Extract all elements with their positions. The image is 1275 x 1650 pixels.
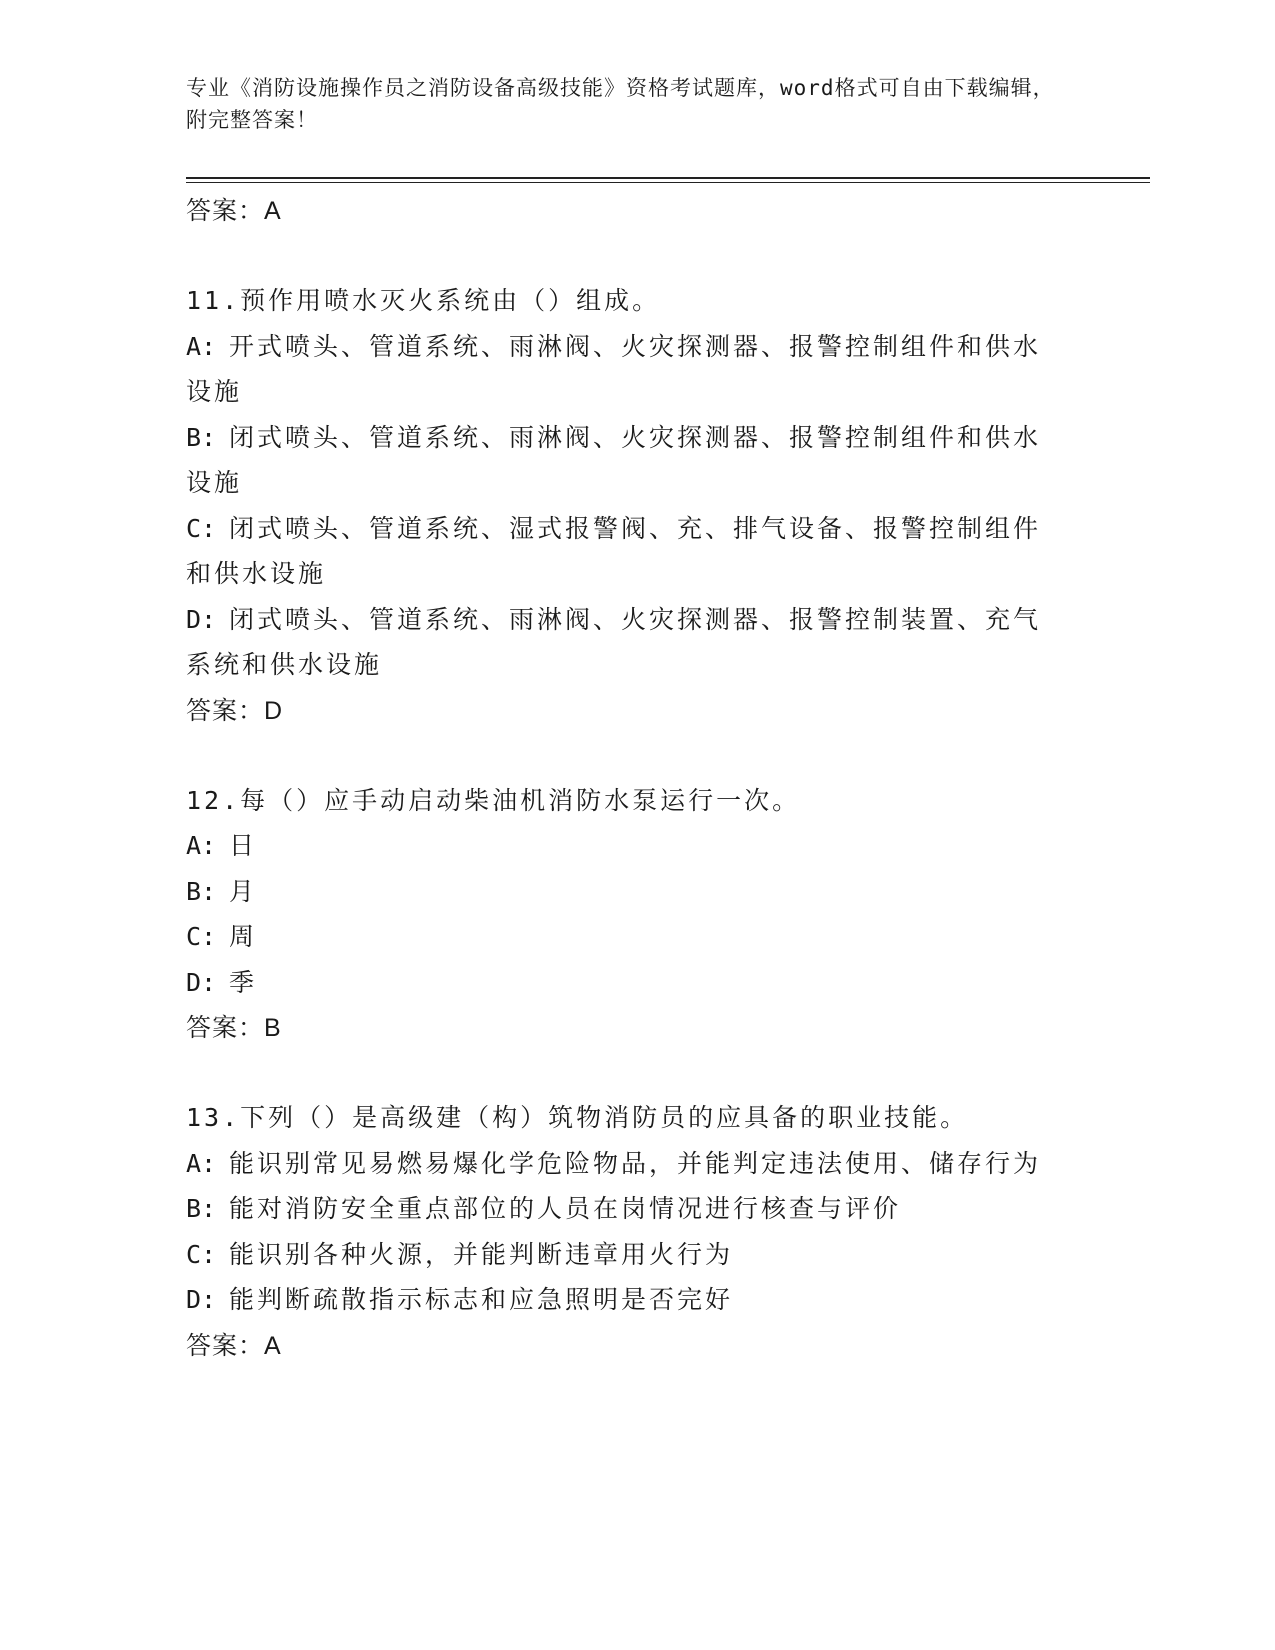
option-text: 能判断疏散指示标志和应急照明是否完好 [229,1285,734,1314]
option-label: A: [186,331,217,361]
answer-line: 答案：A [186,197,282,225]
option-c [186,506,1066,597]
option-text: 闭式喷头、管道系统、雨淋阀、火灾探测器、报警控制组件和供水设施 [186,422,1042,497]
option-text: 月 [229,876,258,906]
option-text: 日 [229,831,258,860]
question-body [186,188,1066,1369]
header-rule-thick [186,177,1150,179]
option-a [186,823,1066,869]
option-b [186,869,1066,915]
answer-line: 答案：D [186,696,284,725]
option-d [186,1277,1066,1323]
option-label: D: [186,604,217,634]
option-text: 周 [229,922,258,951]
option-text: 能对消防安全重点部位的人员在岗情况进行核查与评价 [229,1194,902,1223]
answer-line: 答案：A [186,1331,282,1360]
option-text: 闭式喷头、管道系统、湿式报警阀、充、排气设备、报警控制组件和供水设施 [186,513,1042,588]
option-a [186,324,1066,415]
option-label: C: [186,513,217,543]
header-rule-thin [186,182,1150,183]
option-label: D: [186,967,217,997]
question-stem: 13.下列（）是高级建（构）筑物消防员的应具备的职业技能。 [186,1103,969,1132]
option-label: C: [186,1239,217,1269]
option-b [186,1186,1066,1232]
option-text: 开式喷头、管道系统、雨淋阀、火灾探测器、报警控制组件和供水设施 [186,331,1042,406]
option-c [186,1232,1066,1278]
document-header: 专业《消防设施操作员之消防设备高级技能》资格考试题库，word格式可自由下载编辑，附完整答案！ [186,76,1055,132]
option-text: 闭式喷头、管道系统、雨淋阀、火灾探测器、报警控制装置、充气系统和供水设施 [186,604,1042,679]
option-label: B: [186,876,217,906]
option-text: 能识别常见易燃易爆化学危险物品，并能判定违法使用、储存行为 [229,1148,1042,1178]
option-d [186,597,1066,688]
option-d [186,960,1066,1006]
question-stem: 11.预作用喷水灭火系统由（）组成。 [186,286,661,315]
option-a [186,1141,1066,1187]
option-label: B: [186,422,217,452]
question-stem: 12.每（）应手动启动柴油机消防水泵运行一次。 [186,785,801,815]
option-label: D: [186,1285,217,1314]
option-b [186,415,1066,506]
option-c [186,914,1066,960]
option-label: B: [186,1194,217,1223]
question-block [186,1095,1066,1369]
option-label: C: [186,922,217,951]
option-text: 季 [229,967,258,997]
option-label: A: [186,1148,217,1178]
option-text: 能识别各种火源，并能判断违章用火行为 [229,1239,734,1269]
question-block [186,278,1066,734]
answer-line: 答案：B [186,1014,282,1042]
question-block [186,778,1066,1052]
option-label: A: [186,831,217,860]
